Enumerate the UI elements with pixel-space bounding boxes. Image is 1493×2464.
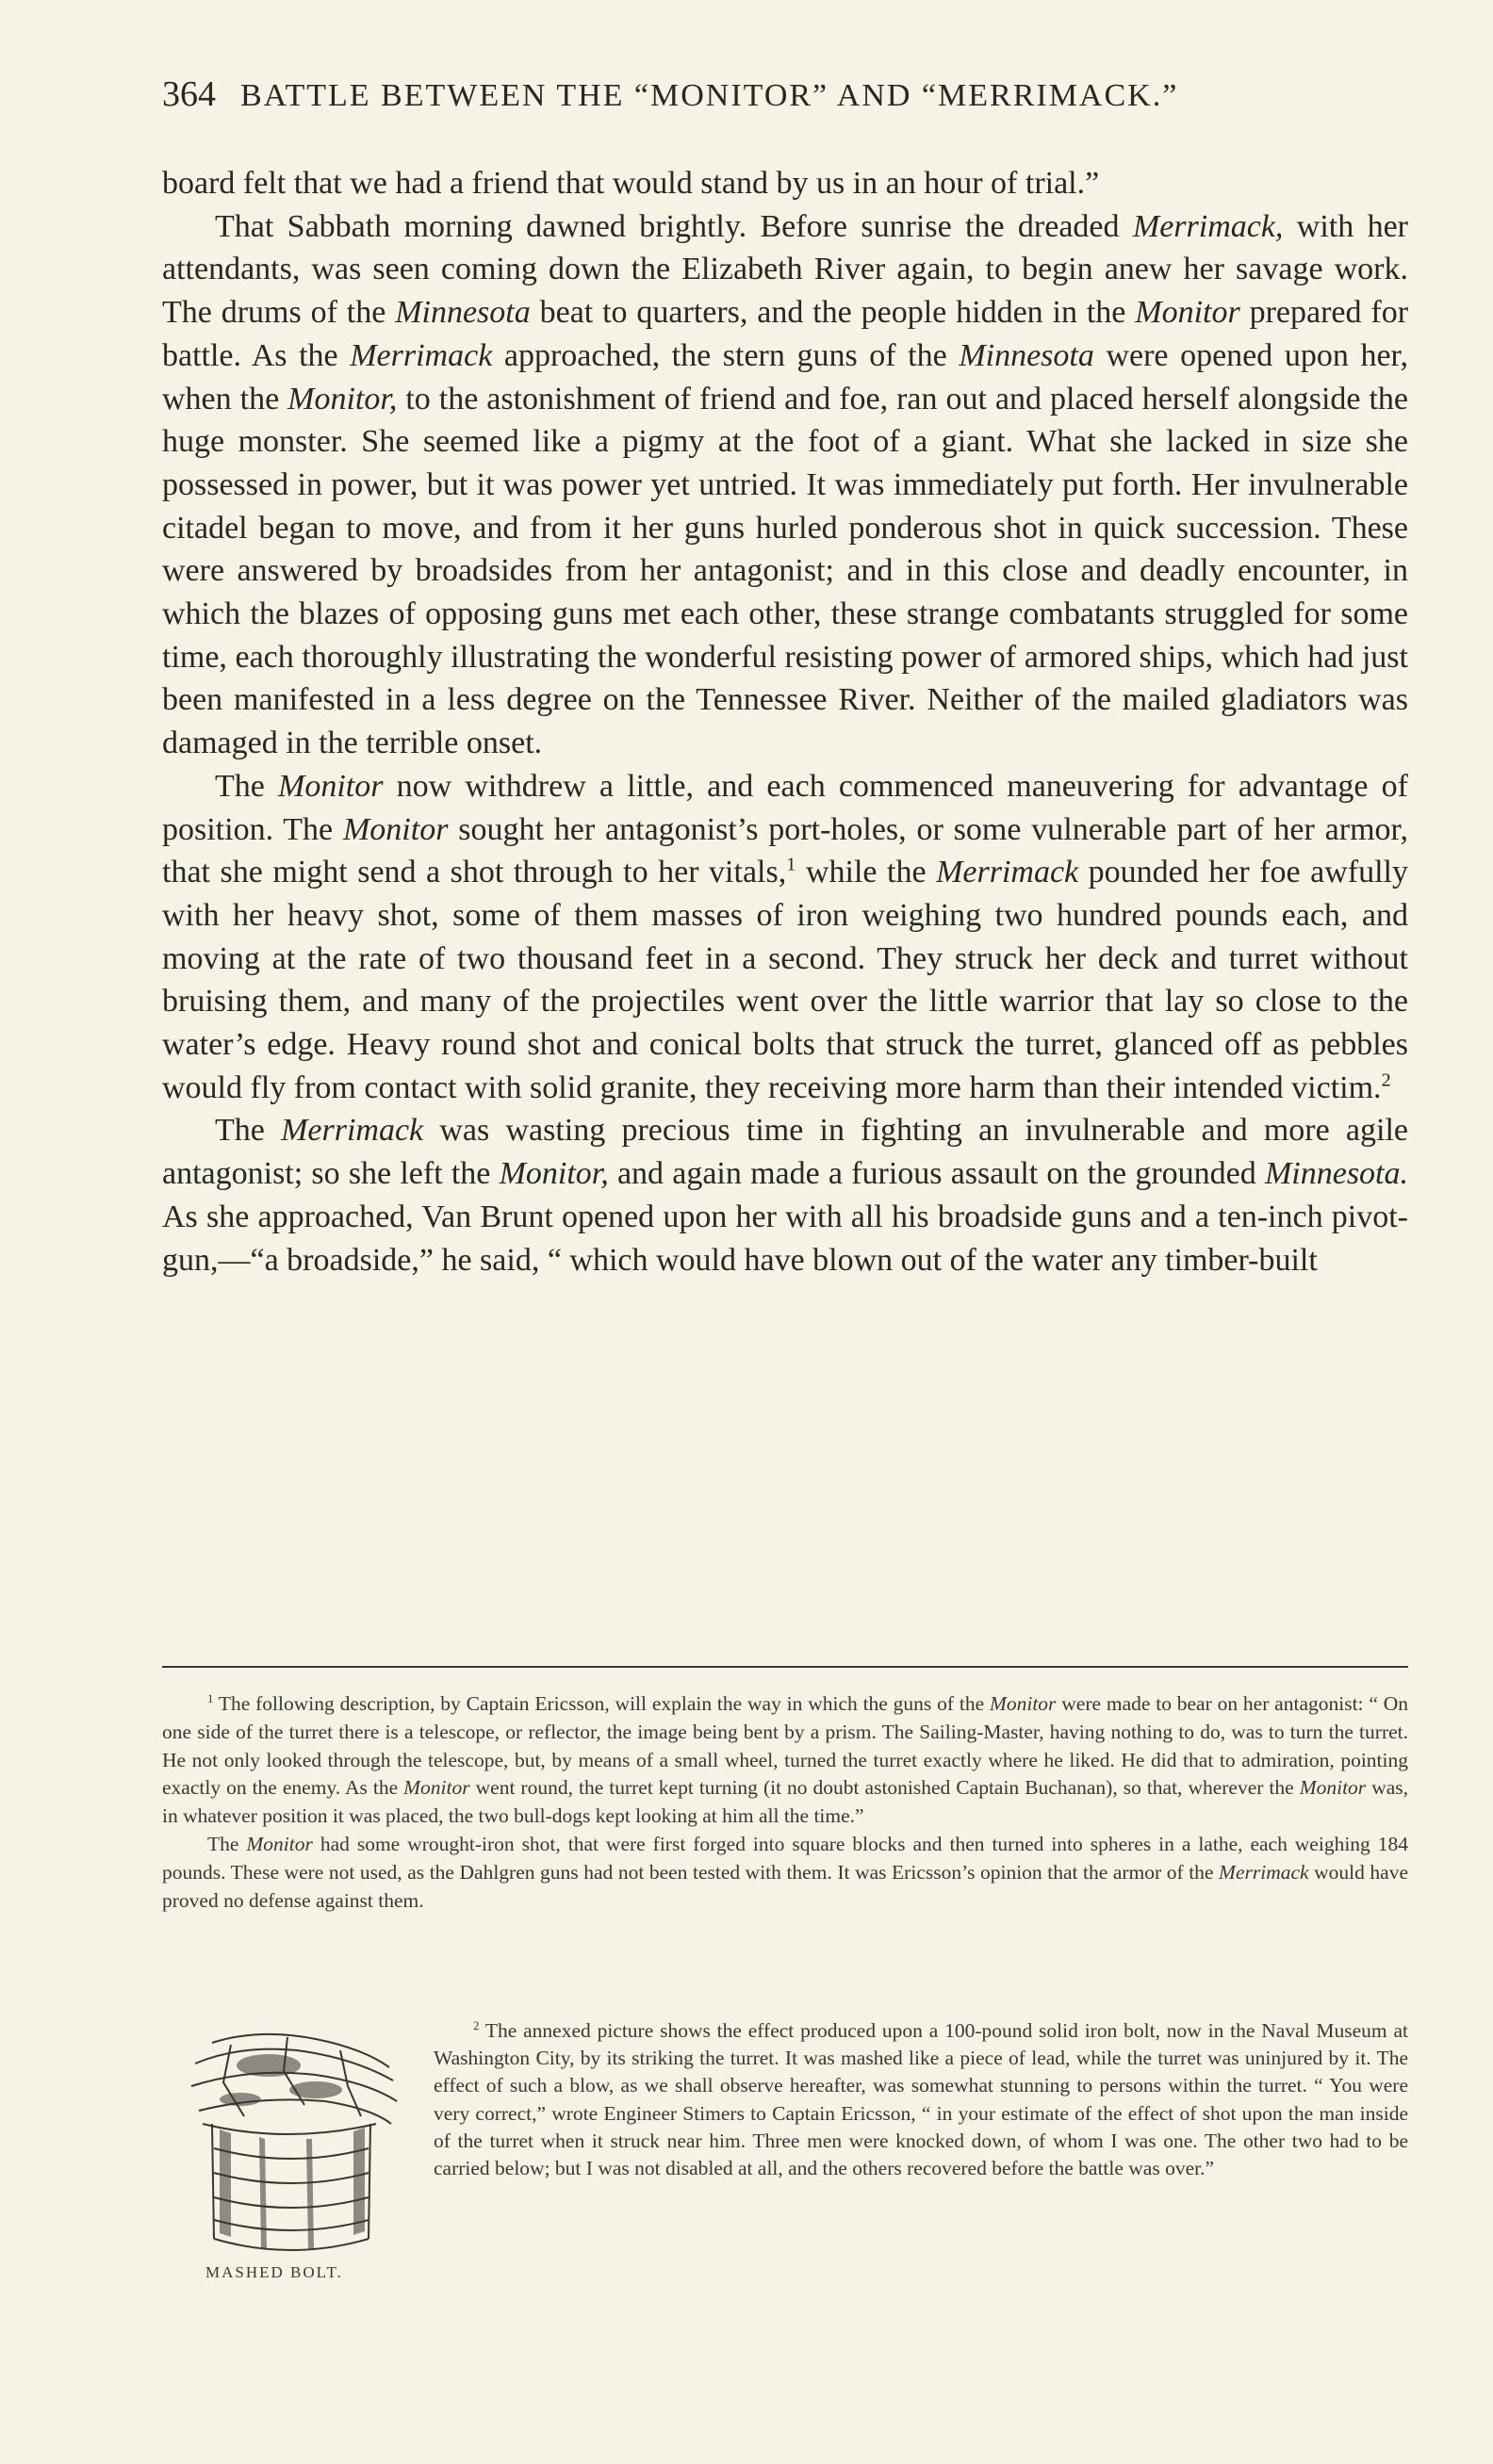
text-run: was wasting precious time in fighting an invulnerable and more agile antagonist; so she left the — [162, 1113, 1409, 1192]
ship-name: Monitor — [246, 1832, 313, 1855]
text-run: had some wrought-iron shot, that were first forged into square blocks and then turned into spheres in a lathe, each weighing 184 pounds. These were not used, as the Dahlgren guns had not been tested with them. It was Ericsson’s opinion that the armor of the — [162, 1832, 1408, 1884]
text-run: beat to quarters, and the people hidden in the — [530, 295, 1136, 331]
text-run: to the astonishment of friend and foe, ran out and placed herself alongside the huge monster. She seemed like a pigmy at the foot of a giant. What she lacked in size she possessed in power, but it was power yet untried. It was immediately put forth. Her invulnerable citadel began to move, and from it her guns hurled ponderous shot in quick succession. These were answered by broadsides from her antagonist; and in this close and deadly encounter, in which the blazes of opposing guns met each other, these strange combatants struggled for some time, each thoroughly illustrating the wonderful resisting power of armored ships, which had just been manifested in a less degree on the Tennessee River. Neither of the mailed gladiators was damaged in the terrible onset. — [162, 381, 1409, 761]
ship-name: Minnesota. — [1264, 1156, 1408, 1192]
footnote-ref: 2 — [1381, 1069, 1391, 1091]
text-run: went round, the turret kept turning (it no doubt astonished Captain Buchanan), so that, wherever the — [469, 1776, 1300, 1800]
text-run: pounded her foe awfully with her heavy shot, some of them masses of iron weighing two hundred pounds each, and moving at the rate of two thousand feet in a second. They struck her deck and turret without bruising them, and many of the projectiles went over the little warrior that lay so close to the water’s edge. Heavy round shot and conical bolts that struck the turret, glanced off as pebbles would fly from contact with solid granite, they receiving more harm than their intended victim. — [162, 855, 1408, 1105]
paragraph-2 — [162, 205, 1408, 765]
text-run: prepared for battle. As the — [162, 295, 1409, 373]
footnote-1 — [162, 1690, 1408, 1831]
ship-name: Monitor, — [499, 1156, 609, 1192]
text-run: sought her antagonist’s port-holes, or some vulnerable part of her armor, that she might send a shot through to her vitals, — [162, 811, 1408, 890]
figure-caption: MASHED BOLT. — [205, 2263, 343, 2281]
ship-name: Monitor — [989, 1692, 1057, 1715]
ship-name: Minnesota — [395, 295, 531, 331]
text-run: The — [215, 768, 279, 804]
text-run: The annexed picture shows the effect produced upon a 100-pound solid iron bolt, now in the Naval Museum at Washington City, by its striking the turret. It was mashed like a piece of lead, while the turret was uninjured by it. The effect of such a blow, as we shall observe hereafter, was somewhat stunning to persons within the turret. “ You were very correct,” wrote Engineer Stimers to Captain Ericsson, “ in your estimate of the effect of shot upon the man inside of the turret when it struck near him. Three men were knocked down, of whom I was one. The other two had to be carried below; but I was not disabled at all, and the others recovered before the battle was over.” — [434, 2019, 1408, 2180]
ship-name: Merrimack — [281, 1113, 424, 1149]
text-run: and again made a furious assault on the grounded — [608, 1156, 1265, 1192]
footnote-mark: 2 — [473, 2018, 480, 2032]
ship-name: Minnesota — [959, 337, 1094, 373]
text-run: would have proved no defense against them. — [162, 1860, 1409, 1912]
ship-name: Monitor, — [287, 381, 398, 416]
text-run: approached, the stern guns of the — [492, 337, 960, 373]
footnote-ref: 1 — [786, 854, 796, 875]
ship-name: Merrimack — [1219, 1860, 1309, 1884]
text-run: were opened upon her, when the — [162, 337, 1408, 416]
text-run: The following description, by Captain Ericsson, will explain the way in which the guns of the — [213, 1692, 990, 1715]
text-run: That Sabbath morning dawned brightly. Before sunrise the dreaded — [215, 208, 1133, 244]
paragraph-4 — [162, 1109, 1408, 1281]
text-run: The — [207, 1832, 247, 1855]
ship-name: Merrimack — [350, 337, 493, 373]
ship-name: Monitor — [1299, 1776, 1367, 1800]
text-run: The — [215, 1113, 282, 1149]
page-number: 364 — [162, 74, 216, 114]
mashed-bolt-icon — [174, 2026, 410, 2261]
mashed-bolt-illustration — [174, 2026, 410, 2271]
text-run: while the — [796, 855, 937, 890]
footnote-1-continued — [162, 1831, 1408, 1915]
text-run: As she approached, Van Brunt opened upon her with all his broadside guns and a ten-inch pivot-gun,—“a broadside,” he said, “ which would have blown out of the water any timber-built — [162, 1199, 1408, 1278]
ship-name: Monitor — [1135, 295, 1240, 331]
ship-name: Monitor — [342, 811, 449, 847]
footnote-2 — [434, 2017, 1408, 2182]
text-run: now withdrew a little, and each commenced maneuvering for advantage of position. The — [162, 768, 1409, 847]
running-header — [162, 73, 1406, 130]
text-run: with her attendants, was seen coming down the Elizabeth River again, to begin anew her savage work. The drums of the — [162, 208, 1408, 331]
text-run: was, in whatever position it was placed, the two bull-dogs kept looking at him all the time.” — [162, 1776, 1409, 1828]
ship-name: Merrimack, — [1132, 208, 1284, 244]
footnote-mark: 1 — [207, 1691, 214, 1705]
main-text — [162, 162, 1408, 1281]
paragraph-3 — [162, 765, 1408, 1110]
text-run: board felt that we had a friend that would stand by us in an hour of trial.” — [162, 166, 1100, 201]
text-run: were made to bear on her antagonist: “ On one side of the turret there is a telescope, or reflector, the image being bent by a prism. The Sailing-Master, having nothing to do, was to turn the turret. He not only looked through the telescope, but, by means of a small wheel, turned the turret exactly where he liked. He did that to admiration, pointing exactly on the enemy. As the — [162, 1692, 1408, 1800]
ship-name: Merrimack — [936, 855, 1079, 890]
ship-name: Monitor — [278, 768, 384, 804]
paragraph-1 — [162, 162, 1408, 205]
footnotes — [162, 1690, 1408, 1915]
footnote-2-text — [434, 2017, 1408, 2182]
ship-name: Monitor — [403, 1776, 470, 1800]
running-title: BATTLE BETWEEN THE “MONITOR” AND “MERRIMACK.” — [240, 78, 1179, 113]
footnote-divider — [162, 1666, 1408, 1668]
